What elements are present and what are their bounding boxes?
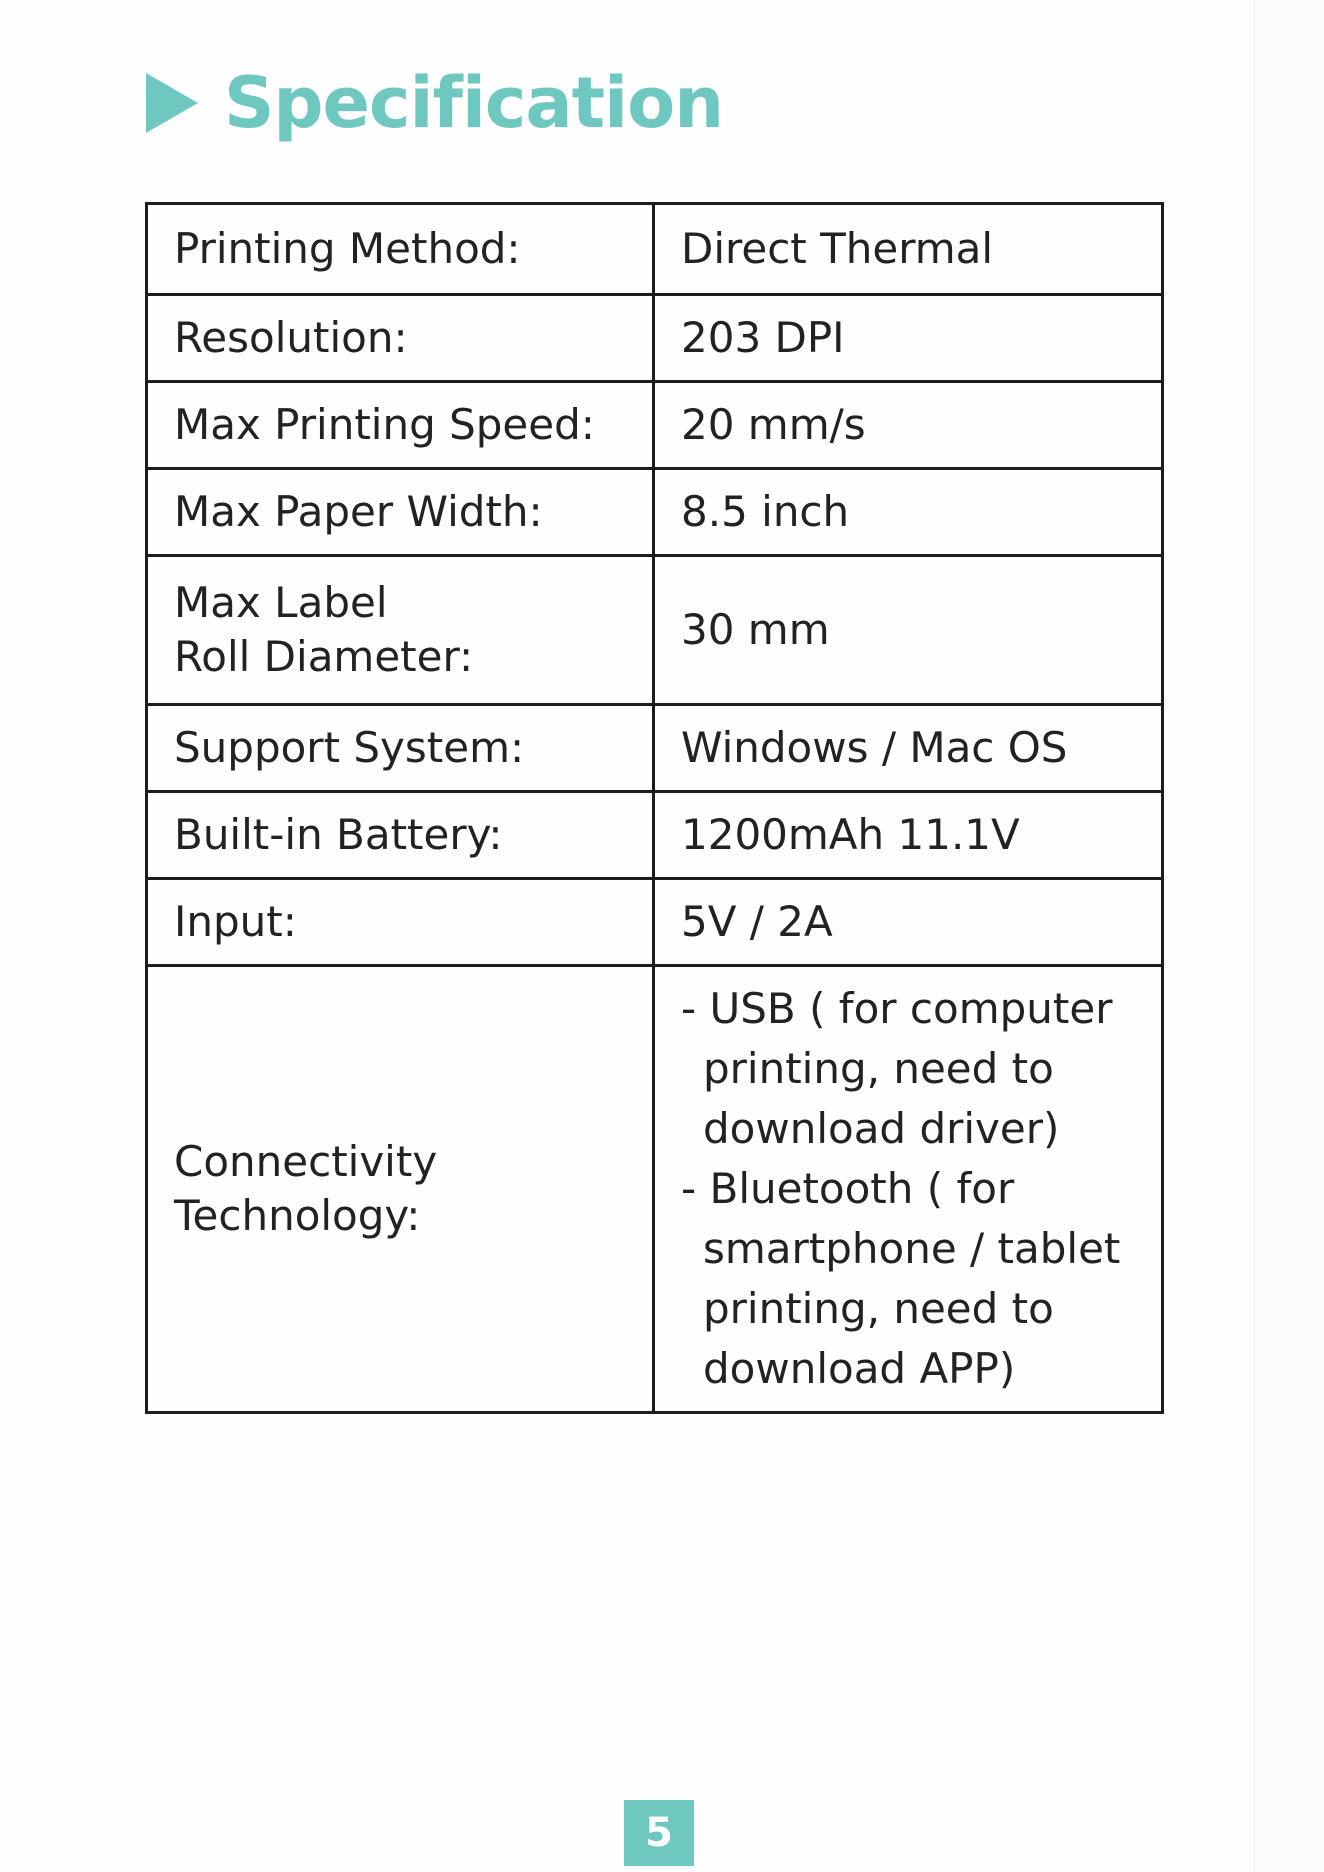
spec-value: 8.5 inch	[654, 469, 1163, 556]
section-heading	[146, 62, 724, 144]
spec-label: Max Printing Speed:	[147, 382, 654, 469]
list-item: - Bluetooth ( for smartphone / tablet printing, need to download APP)	[681, 1164, 1121, 1393]
spec-value: 1200mAh 11.1V	[654, 792, 1163, 879]
spec-label: Built-in Battery:	[147, 792, 654, 879]
spec-value: Windows / Mac OS	[654, 705, 1163, 792]
table-row	[147, 469, 1163, 556]
spec-label: Max Paper Width:	[147, 469, 654, 556]
table-row	[147, 295, 1163, 382]
spec-label-line: Roll Diameter:	[174, 632, 474, 681]
spec-value	[654, 966, 1163, 1413]
spec-label	[147, 966, 654, 1413]
page-title: Specification	[224, 62, 724, 144]
table-row	[147, 966, 1163, 1413]
table-row	[147, 382, 1163, 469]
spec-label: Input:	[147, 879, 654, 966]
spec-label: Support System:	[147, 705, 654, 792]
page-number-badge: 5	[624, 1800, 694, 1866]
spec-label-line: Technology:	[174, 1191, 421, 1240]
spec-label: Printing Method:	[147, 204, 654, 295]
play-arrow-icon	[146, 73, 198, 133]
spec-label-line: Max Label	[174, 578, 388, 627]
spec-label: Resolution:	[147, 295, 654, 382]
table-row	[147, 792, 1163, 879]
spec-value: 203 DPI	[654, 295, 1163, 382]
spec-value: 20 mm/s	[654, 382, 1163, 469]
specification-table	[145, 202, 1164, 1414]
table-row	[147, 204, 1163, 295]
spec-value: 5V / 2A	[654, 879, 1163, 966]
table-row	[147, 879, 1163, 966]
connectivity-list	[681, 979, 1135, 1399]
table-row	[147, 556, 1163, 705]
spec-label-line: Connectivity	[174, 1137, 438, 1186]
spec-label	[147, 556, 654, 705]
spec-value: 30 mm	[654, 556, 1163, 705]
list-item: - USB ( for computer printing, need to download driver)	[681, 984, 1113, 1153]
spec-value: Direct Thermal	[654, 204, 1163, 295]
table-row	[147, 705, 1163, 792]
